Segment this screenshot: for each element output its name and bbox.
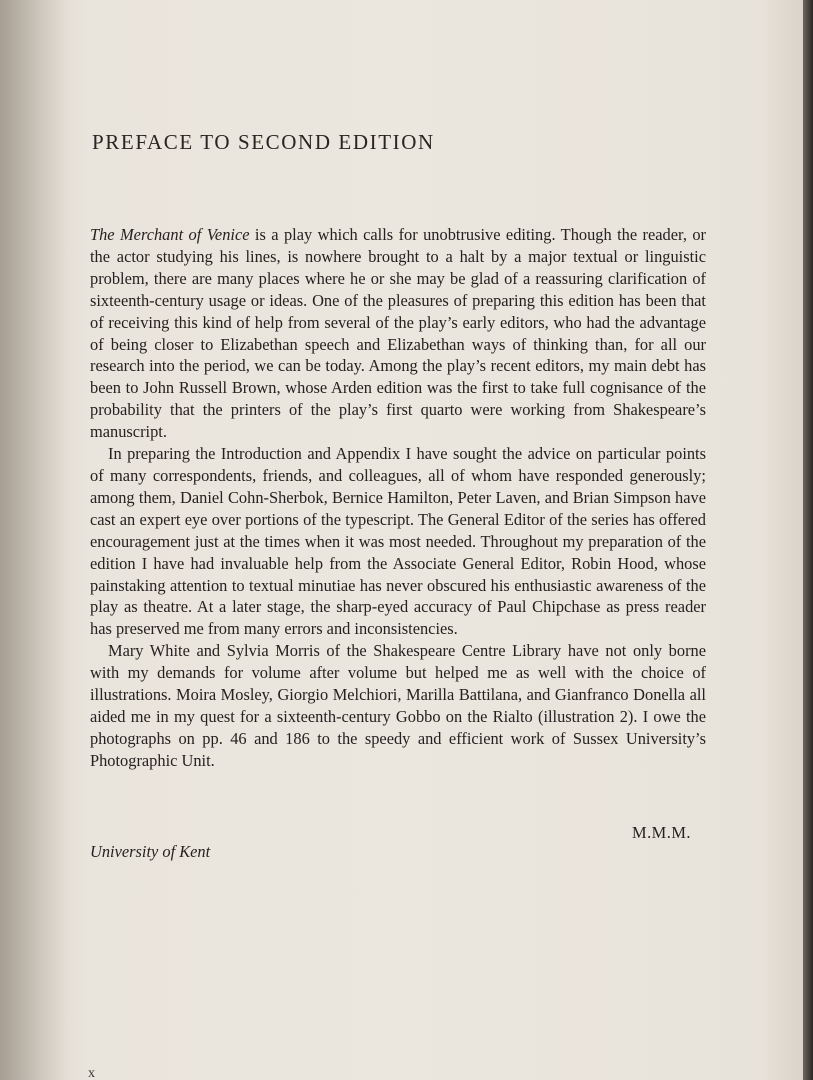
preface-body (90, 224, 706, 772)
spine-shadow (0, 0, 70, 1080)
play-title-italic: The Merchant of Venice (90, 225, 250, 244)
author-initials: M.M.M. (632, 823, 692, 842)
page-title: PREFACE TO SECOND EDITION (92, 130, 435, 154)
paragraph-1 (90, 224, 706, 443)
paragraph-1-text: is a play which calls for unobtrusive editing. Though the reader, or the actor studying his lines, is nowhere brought to a halt by a major textual or linguistic problem, there are many places where he or she may be glad of a reassuring clarification of sixteenth-century usage or ideas. One of the pleasures of preparing this edition has been that of receiving this kind of help from several of the play’s early editors, who had the advantage of being closer to Elizabethan speech and Elizabethan ways of thinking than, for all our research into the period, we can be today. Among the play’s recent editors, my main debt has been to John Russell Brown, whose Arden edition was the first to take full cognisance of the probability that the printers of the play’s first quarto were working from Shakespeare’s manuscript. (90, 225, 706, 442)
paragraph-3: Mary White and Sylvia Morris of the Shakespeare Centre Library have not only borne with my demands for volume after volume but helped me as well with the choice of illustrations. Moira Mosley, Giorgio Melchiori, Marilla Battilana, and Gianfranco Donella all aided me in my quest for a sixteenth-century Gobbo on the Rialto (illustration 2). I owe the photographs on pp. 46 and 186 to the speedy and efficient work of Sussex University’s Photographic Unit. (90, 641, 706, 770)
affiliation: University of Kent (90, 842, 211, 861)
book-edge (803, 0, 813, 1080)
paragraph-2: In preparing the Introduction and Appendix I have sought the advice on particular points of many correspondents, friends, and colleagues, all of whom have responded generously; among them, Daniel Cohn-Sherbok, Bernice Hamilton, Peter Laven, and Brian Simpson have cast an expert eye over portions of the typescript. The General Editor of the series has offered encouragement just at the times when it was most needed. Throughout my preparation of the edition I have had invaluable help from the Associate General Editor, Robin Hood, whose painstaking attention to textual minutiae has never obscured his enthusiastic awareness of the play as theatre. At a later stage, the sharp-eyed accuracy of Paul Chipchase as press reader has preserved me from many errors and inconsistencies. (90, 444, 706, 639)
page-number: x (88, 1066, 95, 1080)
